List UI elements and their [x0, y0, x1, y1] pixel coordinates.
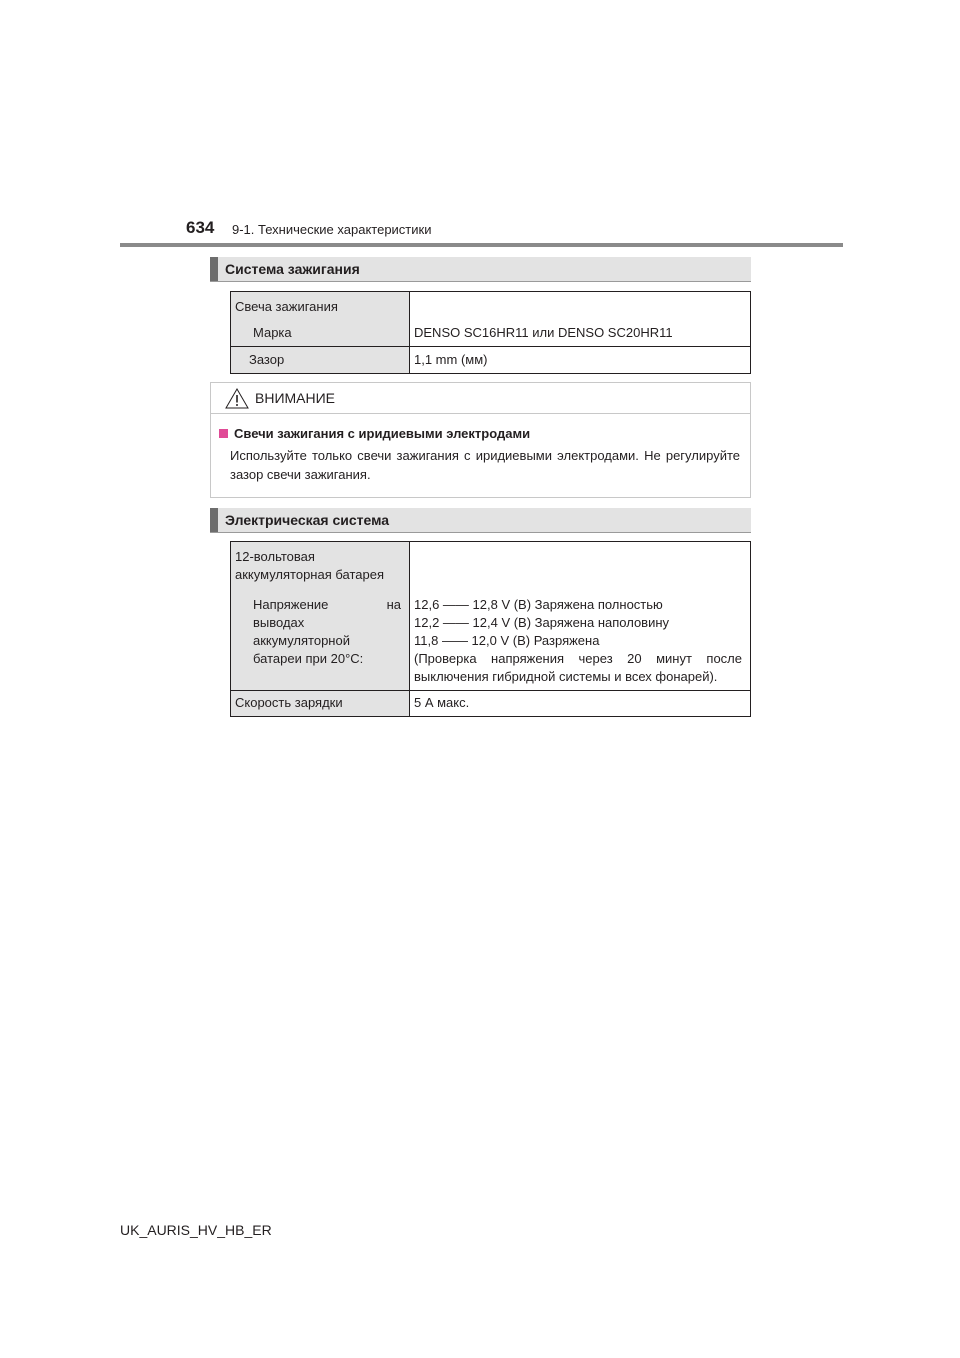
- charge-rate-value: 5 А макс.: [414, 695, 470, 710]
- square-bullet-icon: [219, 429, 228, 438]
- table-row: [231, 347, 751, 374]
- caution-title: ВНИМАНИЕ: [255, 390, 336, 406]
- electrical-table: [230, 541, 751, 717]
- battery-label-1: 12-вольтовая: [235, 549, 315, 564]
- caution-text: Используйте только свечи зажигания с иридиевыми электродами. Не регулируйте зазор свечи зажигания.: [230, 448, 740, 482]
- table-row: [231, 691, 751, 717]
- table-cell-label: [231, 292, 410, 347]
- voltage-half: 12,2 —— 12,4 V (В) Заряжена наполовину: [414, 615, 670, 630]
- ignition-table: [230, 291, 751, 374]
- table-cell-value: [410, 292, 751, 347]
- voltage-discharged: 11,8 —— 12,0 V (В) Разряжена: [414, 633, 600, 648]
- caution-header: [211, 383, 750, 414]
- charge-rate-label: Скорость зарядки: [235, 695, 343, 710]
- table-row: [231, 542, 751, 691]
- voltage-label-2: выводах: [253, 615, 305, 630]
- header-rule: [120, 243, 843, 247]
- voltage-note-2: выключения гибридной системы и всех фонарей).: [414, 669, 718, 684]
- voltage-full: 12,6 —— 12,8 V (В) Заряжена полностью: [414, 597, 663, 612]
- gap-value: 1,1 mm (мм): [414, 352, 488, 367]
- caution-subtitle-text: Свечи зажигания с иридиевыми электродами: [234, 426, 531, 441]
- section-bar-ignition: [210, 257, 751, 282]
- table-cell-value: [410, 542, 751, 691]
- document-code: UK_AURIS_HV_HB_ER: [120, 1222, 272, 1238]
- voltage-note-1: (Проверка напряжения через 20 минут после: [414, 651, 742, 666]
- battery-label-2: аккумуляторная батарея: [235, 567, 384, 582]
- section-accent: [210, 257, 218, 281]
- voltage-label-1: Напряжение: [253, 597, 329, 612]
- caution-subtitle: [219, 426, 530, 441]
- spark-plug-label: Свеча зажигания: [235, 299, 338, 314]
- voltage-label-4: батареи при 20°C:: [253, 651, 364, 666]
- page-number: 634: [186, 218, 215, 237]
- brand-value: DENSO SC16HR11 или DENSO SC20HR11: [414, 325, 673, 340]
- table-cell-label: [231, 542, 410, 691]
- caution-box: [210, 382, 751, 498]
- table-row: [231, 292, 751, 347]
- warning-triangle-icon: [225, 388, 249, 409]
- table-cell-value: [410, 347, 751, 374]
- section-title: Система зажигания: [225, 261, 360, 277]
- section-accent: [210, 508, 218, 532]
- section-path: 9-1. Технические характеристики: [232, 222, 432, 237]
- section-bar-electrical: [210, 508, 751, 533]
- table-cell-label: [231, 347, 410, 374]
- table-cell-value: [410, 691, 751, 717]
- brand-label: Марка: [253, 325, 292, 340]
- voltage-label-1b: на: [386, 597, 401, 612]
- section-title: Электрическая система: [225, 512, 390, 528]
- voltage-label-3: аккумуляторной: [253, 633, 350, 648]
- gap-label: Зазор: [249, 352, 285, 367]
- table-cell-label: [231, 691, 410, 717]
